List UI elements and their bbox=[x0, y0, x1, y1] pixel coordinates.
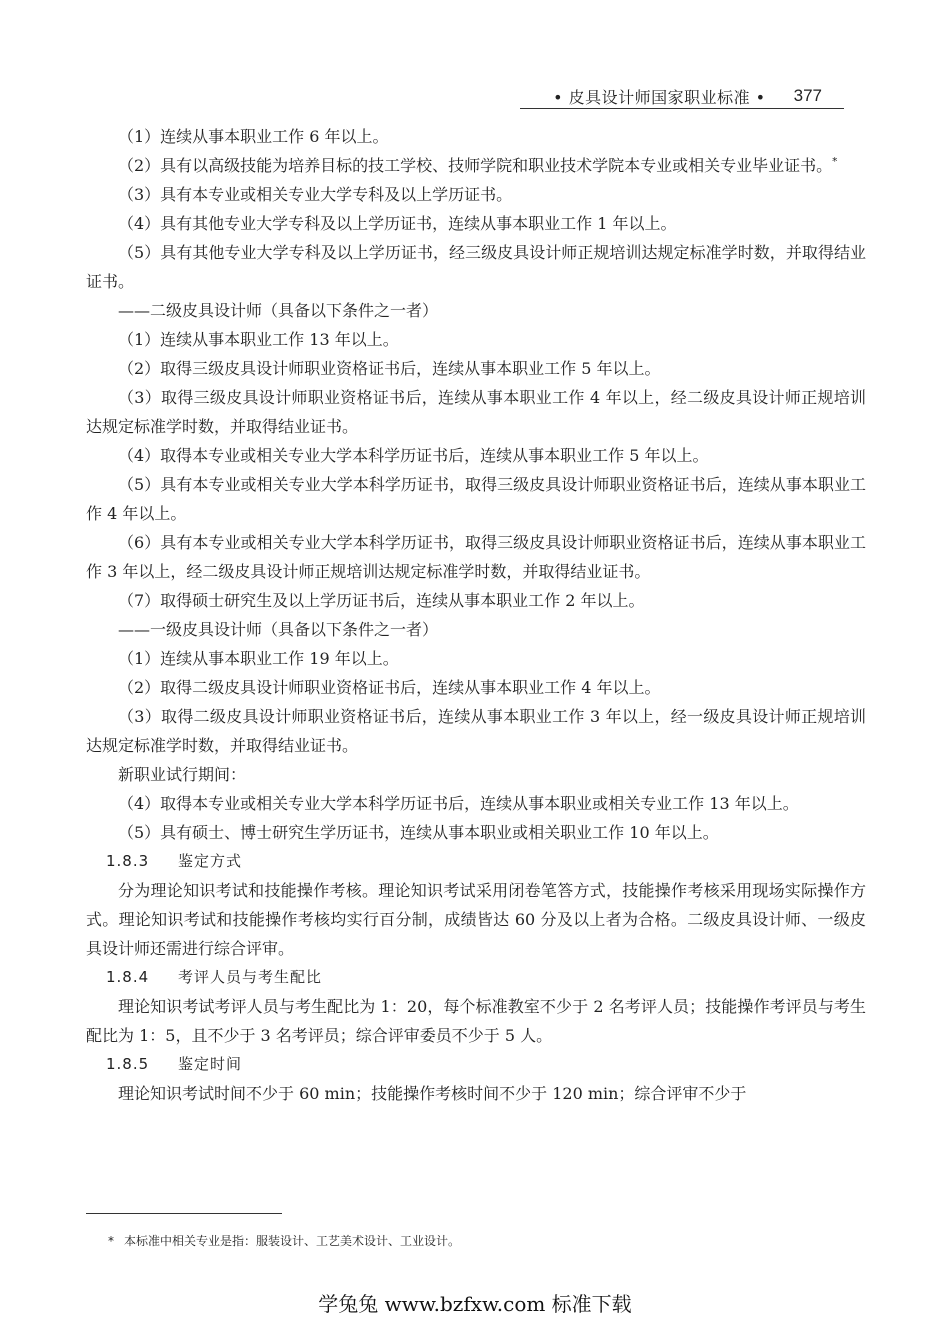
paragraph: （1）连续从事本职业工作 19 年以上。 bbox=[118, 649, 399, 668]
header-title: • 皮具设计师国家职业标准 • bbox=[553, 87, 766, 107]
section-heading-1-8-3 bbox=[86, 847, 866, 876]
page-number: 377 bbox=[793, 86, 822, 105]
section-title: 考评人员与考生配比 bbox=[178, 968, 323, 986]
paragraph: 分为理论知识考试和技能操作考核。理论知识考试采用闭卷笔答方式，技能操作考核采用现场实际操作方式。理论知识考试和技能操作考核均实行百分制，成绩皆达 60 分及以上者为合格。二级皮具设计师、一级皮具设计师还需进行综合评审。 bbox=[86, 881, 866, 958]
paragraph: （4）取得本专业或相关专业大学本科学历证书后，连续从事本职业工作 5 年以上。 bbox=[118, 446, 709, 465]
level-heading: ——二级皮具设计师（具备以下条件之一者） bbox=[118, 301, 439, 320]
footnote-text: 本标准中相关专业是指：服装设计、工艺美术设计、工业设计。 bbox=[124, 1234, 461, 1248]
paragraph: （3）取得二级皮具设计师职业资格证书后，连续从事本职业工作 3 年以上，经一级皮具设计师正规培训达规定标准学时数，并取得结业证书。 bbox=[86, 707, 866, 755]
footnote-mark: * bbox=[108, 1234, 114, 1248]
paragraph: （7）取得硕士研究生及以上学历证书后，连续从事本职业工作 2 年以上。 bbox=[118, 591, 645, 610]
footnote bbox=[108, 1232, 460, 1250]
footnote-divider bbox=[86, 1213, 282, 1214]
paragraph: （3）取得三级皮具设计师职业资格证书后，连续从事本职业工作 4 年以上，经二级皮具设计师正规培训达规定标准学时数，并取得结业证书。 bbox=[86, 388, 866, 436]
paragraph: （6）具有本专业或相关专业大学本科学历证书，取得三级皮具设计师职业资格证书后，连续从事本职业工作 3 年以上，经二级皮具设计师正规培训达规定标准学时数，并取得结业证书。 bbox=[86, 533, 866, 581]
section-number: 1.8.4 bbox=[106, 968, 150, 986]
paragraph: （5）具有硕士、博士研究生学历证书，连续从事本职业或相关职业工作 10 年以上。 bbox=[118, 823, 719, 842]
paragraph: （1）连续从事本职业工作 13 年以上。 bbox=[118, 330, 399, 349]
trial-heading: 新职业试行期间： bbox=[118, 765, 247, 784]
section-title: 鉴定时间 bbox=[178, 1055, 243, 1073]
paragraph: 理论知识考试考评人员与考生配比为 1：20，每个标准教室不少于 2 名考评人员；技能操作考评员与考生配比为 1：5，且不少于 3 名考评员；综合评审委员不少于 5 人。 bbox=[86, 997, 866, 1045]
footnote-reference: * bbox=[832, 156, 838, 168]
section-number: 1.8.5 bbox=[106, 1055, 150, 1073]
section-title: 鉴定方式 bbox=[178, 852, 243, 870]
paragraph: （2）取得二级皮具设计师职业资格证书后，连续从事本职业工作 4 年以上。 bbox=[118, 678, 661, 697]
section-heading-1-8-5 bbox=[86, 1050, 866, 1079]
paragraph: （4）具有其他专业大学专科及以上学历证书，连续从事本职业工作 1 年以上。 bbox=[118, 214, 677, 233]
level-heading: ——一级皮具设计师（具备以下条件之一者） bbox=[118, 620, 439, 639]
paragraph bbox=[86, 151, 866, 180]
paragraph: （3）具有本专业或相关专业大学专科及以上学历证书。 bbox=[118, 185, 513, 204]
running-header bbox=[520, 84, 844, 109]
paragraph-text: （2）具有以高级技能为培养目标的技工学校、技师学院和职业技术学院本专业或相关专业毕业证书。 bbox=[118, 156, 833, 175]
watermark-text: 学兔兔 www.bzfxw.com 标准下载 bbox=[318, 1292, 632, 1316]
section-number: 1.8.3 bbox=[106, 852, 150, 870]
paragraph: （5）具有本专业或相关专业大学本科学历证书，取得三级皮具设计师职业资格证书后，连续从事本职业工作 4 年以上。 bbox=[86, 475, 866, 523]
section-heading-1-8-4 bbox=[86, 963, 866, 992]
paragraph: 理论知识考试时间不少于 60 min；技能操作考核时间不少于 120 min；综合评审不少于 bbox=[118, 1084, 747, 1103]
paragraph: （5）具有其他专业大学专科及以上学历证书，经三级皮具设计师正规培训达规定标准学时数，并取得结业证书。 bbox=[86, 243, 866, 291]
paragraph: （4）取得本专业或相关专业大学本科学历证书后，连续从事本职业或相关专业工作 13 年以上。 bbox=[118, 794, 799, 813]
page-body bbox=[86, 122, 866, 1108]
paragraph: （1）连续从事本职业工作 6 年以上。 bbox=[118, 127, 389, 146]
paragraph: （2）取得三级皮具设计师职业资格证书后，连续从事本职业工作 5 年以上。 bbox=[118, 359, 661, 378]
